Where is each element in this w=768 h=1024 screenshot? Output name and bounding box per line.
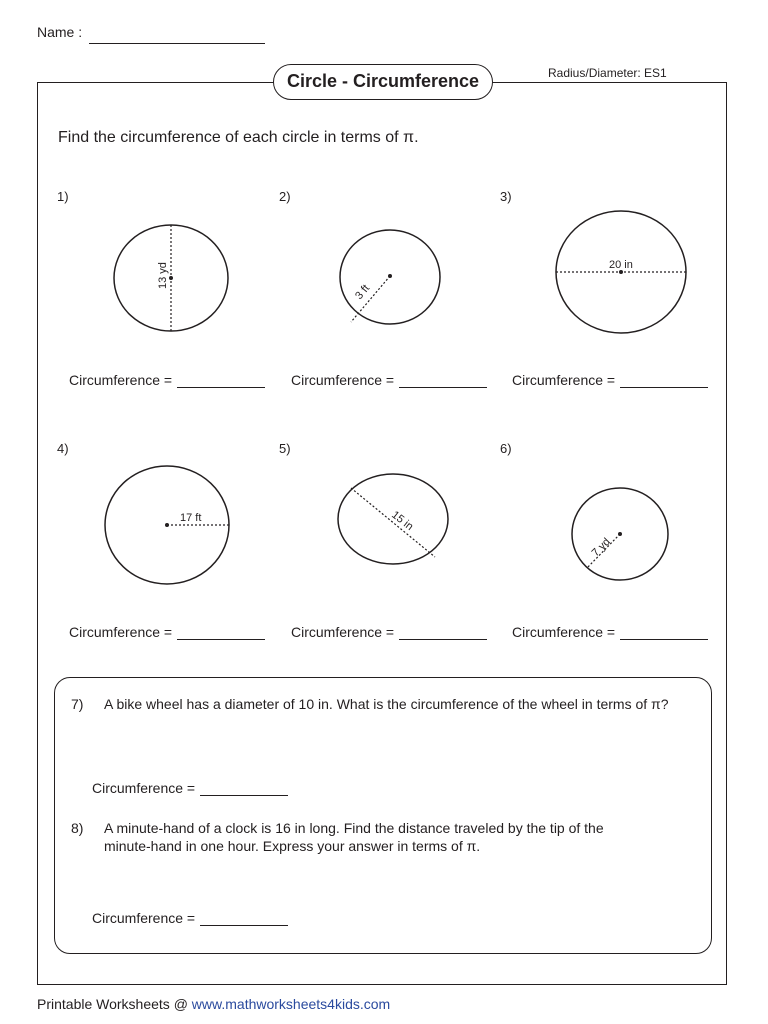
- circle-1: [114, 225, 228, 331]
- circumference-label-3: Circumference =: [512, 372, 616, 388]
- answer-blank-6[interactable]: [620, 639, 708, 640]
- measure-label-6: 7 yd: [589, 535, 613, 560]
- answer-blank-5[interactable]: [399, 639, 487, 640]
- problem-number-1: 1): [57, 189, 69, 204]
- problem-number-6: 6): [500, 441, 512, 456]
- answer-blank-7[interactable]: [200, 795, 288, 796]
- circle-6: [572, 488, 668, 580]
- footer: [37, 996, 390, 1012]
- measure-label-3: 20 in: [609, 259, 633, 271]
- answer-blank-8[interactable]: [200, 925, 288, 926]
- problem-number-4: 4): [57, 441, 69, 456]
- circle-3: [556, 211, 686, 333]
- circle-4: [105, 466, 229, 584]
- worksheet-title: Circle - Circumference: [273, 64, 493, 100]
- footer-link[interactable]: www.mathworksheets4kids.com: [191, 996, 391, 1012]
- answer-blank-1[interactable]: [177, 387, 265, 388]
- word-problem-number-7: 7): [71, 696, 84, 712]
- circumference-label-1: Circumference =: [69, 372, 173, 388]
- problem-number-3: 3): [500, 189, 512, 204]
- circumference-label-4: Circumference =: [69, 624, 173, 640]
- answer-blank-3[interactable]: [620, 387, 708, 388]
- worksheet-code: Radius/Diameter: ES1: [548, 66, 667, 80]
- word-problem-number-8: 8): [71, 820, 84, 836]
- problem-number-5: 5): [279, 441, 291, 456]
- word-problem-text-8-line-1: A minute-hand of a clock is 16 in long. Find the distance traveled by the tip of the: [104, 820, 604, 836]
- circumference-label-2: Circumference =: [291, 372, 395, 388]
- word-problem-text-8-line-2: minute-hand in one hour. Express your answer in terms of π.: [104, 838, 481, 854]
- measure-label-2: 3 ft: [353, 282, 373, 302]
- answer-blank-4[interactable]: [177, 639, 265, 640]
- answer-blank-2[interactable]: [399, 387, 487, 388]
- instructions: Find the circumference of each circle in terms of π.: [58, 129, 419, 146]
- measure-label-4: 17 ft: [180, 512, 202, 524]
- problem-number-2: 2): [279, 189, 291, 204]
- circumference-label-7: Circumference =: [92, 780, 196, 796]
- circumference-label-5: Circumference =: [291, 624, 395, 640]
- circle-2: [340, 230, 440, 324]
- name-label: Name :: [37, 24, 83, 40]
- circumference-label-6: Circumference =: [512, 624, 616, 640]
- circle-5: [338, 474, 448, 564]
- footer-prefix: Printable Worksheets @: [37, 996, 192, 1012]
- circumference-label-8: Circumference =: [92, 910, 196, 926]
- word-problem-text-7: A bike wheel has a diameter of 10 in. What is the circumference of the wheel in terms of π?: [104, 696, 669, 712]
- measure-label-5: 15 in: [389, 508, 416, 534]
- measure-label-1: 13 yd: [157, 262, 169, 289]
